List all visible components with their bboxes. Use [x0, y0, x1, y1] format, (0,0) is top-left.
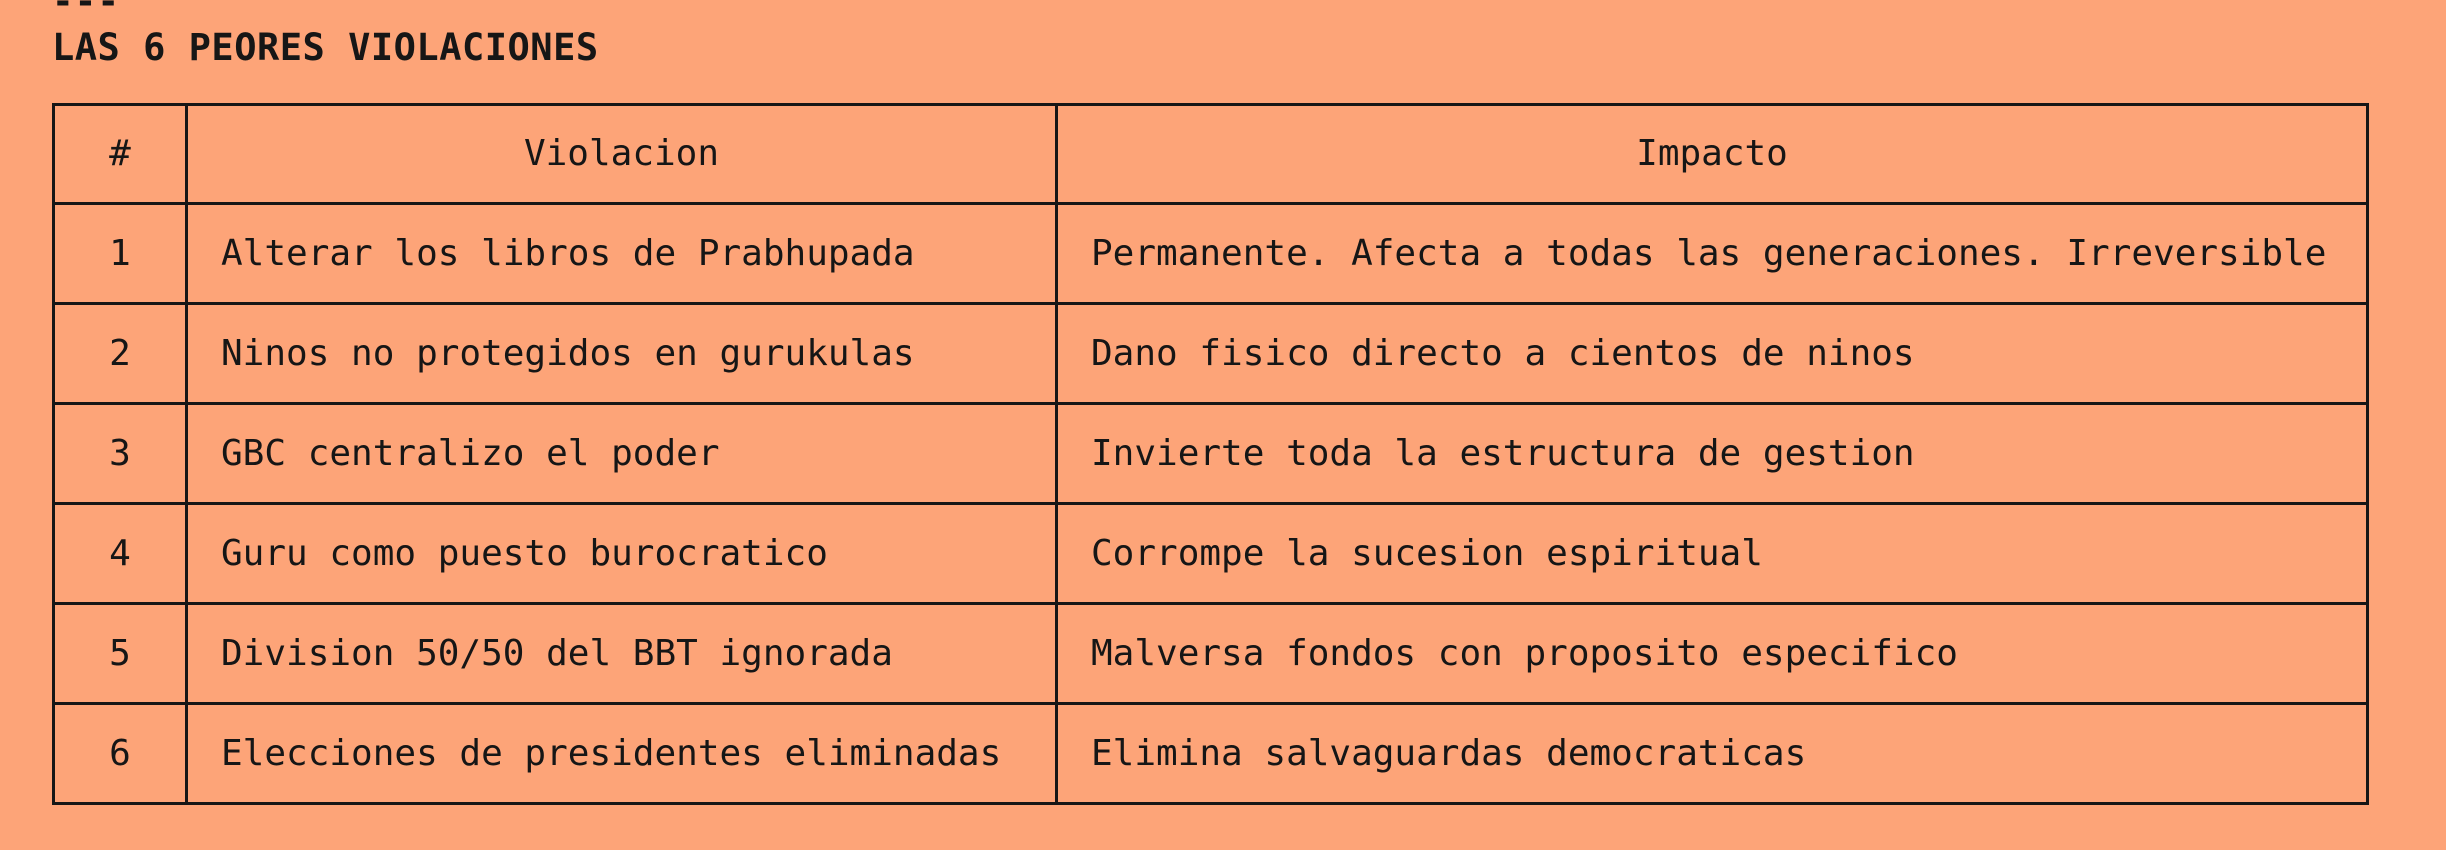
header-row — [54, 105, 2368, 204]
violation-cell: GBC centralizo el poder — [187, 404, 1057, 504]
impact-cell: Permanente. Afecta a todas las generaciones. Irreversible — [1057, 204, 2368, 304]
table-row — [54, 404, 2368, 504]
impact-cell: Corrompe la sucesion espiritual — [1057, 504, 2368, 604]
header-violation: Violacion — [187, 105, 1057, 204]
table-row — [54, 304, 2368, 404]
violation-cell: Guru como puesto burocratico — [187, 504, 1057, 604]
impact-cell: Elimina salvaguardas democraticas — [1057, 704, 2368, 804]
row-number-cell: 1 — [54, 204, 187, 304]
impact-cell: Dano fisico directo a cientos de ninos — [1057, 304, 2368, 404]
markdown-divider: --- — [52, 0, 121, 22]
page-title: LAS 6 PEORES VIOLACIONES — [52, 26, 599, 69]
violation-cell: Alterar los libros de Prabhupada — [187, 204, 1057, 304]
row-number-cell: 5 — [54, 604, 187, 704]
violations-table — [52, 103, 2369, 805]
impact-cell: Invierte toda la estructura de gestion — [1057, 404, 2368, 504]
header-impact: Impacto — [1057, 105, 2368, 204]
table-body — [54, 204, 2368, 804]
violation-cell: Elecciones de presidentes eliminadas — [187, 704, 1057, 804]
table-row — [54, 704, 2368, 804]
table-header — [54, 105, 2368, 204]
row-number-cell: 4 — [54, 504, 187, 604]
row-number-cell: 6 — [54, 704, 187, 804]
table-row — [54, 604, 2368, 704]
impact-cell: Malversa fondos con proposito especifico — [1057, 604, 2368, 704]
header-number: # — [54, 105, 187, 204]
table-row — [54, 504, 2368, 604]
row-number-cell: 2 — [54, 304, 187, 404]
violation-cell: Division 50/50 del BBT ignorada — [187, 604, 1057, 704]
row-number-cell: 3 — [54, 404, 187, 504]
violation-cell: Ninos no protegidos en gurukulas — [187, 304, 1057, 404]
table-row — [54, 204, 2368, 304]
